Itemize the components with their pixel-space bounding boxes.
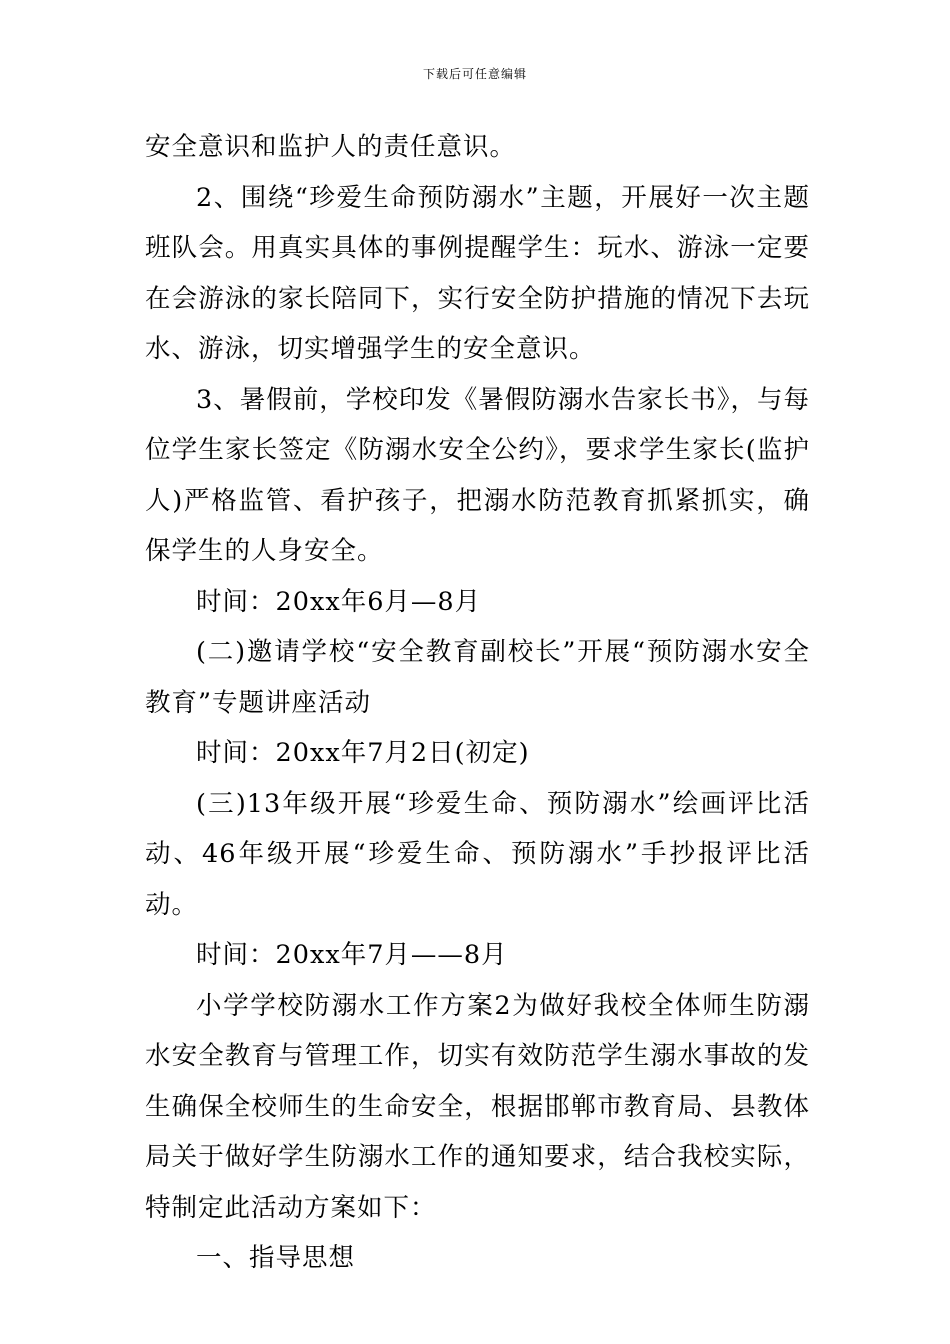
document-body [145, 122, 810, 1284]
paragraph-section-2: (二)邀请学校“安全教育副校长”开展“预防溺水安全教育”专题讲座活动 [145, 637, 810, 718]
paragraph-time-1: 时间：20xx年6月—8月 [196, 586, 482, 617]
paragraph-continuation: 安全意识和监护人的责任意识。 [145, 132, 517, 162]
page-header-note: 下载后可任意编辑 [422, 67, 527, 81]
paragraph-time-3: 时间：20xx年7月——8月 [196, 940, 508, 970]
paragraph-section-3: (三)13年级开展“珍爱生命、预防溺水”绘画评比活动、46年级开展“珍爱生命、预防溺水”手抄报评比活动。 [145, 788, 810, 920]
section-heading-guiding-ideology: 一、指导思想 [196, 1243, 356, 1273]
paragraph-item-3: 3、暑假前，学校印发《暑假防溺水告家长书》，与每位学生家长签定《防溺水安全公约》，要求学生家长(监护人)严格监管、看护孩子，把溺水防范教育抓紧抓实，确保学生的人身安全。 [145, 384, 810, 566]
paragraph-time-2: 时间：20xx年7月2日(初定) [196, 738, 530, 768]
paragraph-item-2: 2、围绕“珍爱生命预防溺水”主题，开展好一次主题班队会。用真实具体的事例提醒学生：玩水、游泳一定要在会游泳的家长陪同下，实行安全防护措施的情况下去玩水、游泳，切实增强学生的安全意识。 [145, 182, 810, 364]
paragraph-plan-2-intro: 小学学校防溺水工作方案2为做好我校全体师生防溺水安全教育与管理工作，切实有效防范学生溺水事故的发生确保全校师生的生命安全，根据邯郸市教育局、县教体局关于做好学生防溺水工作的通知要求，结合我校实际，特制定此活动方案如下： [145, 990, 810, 1223]
